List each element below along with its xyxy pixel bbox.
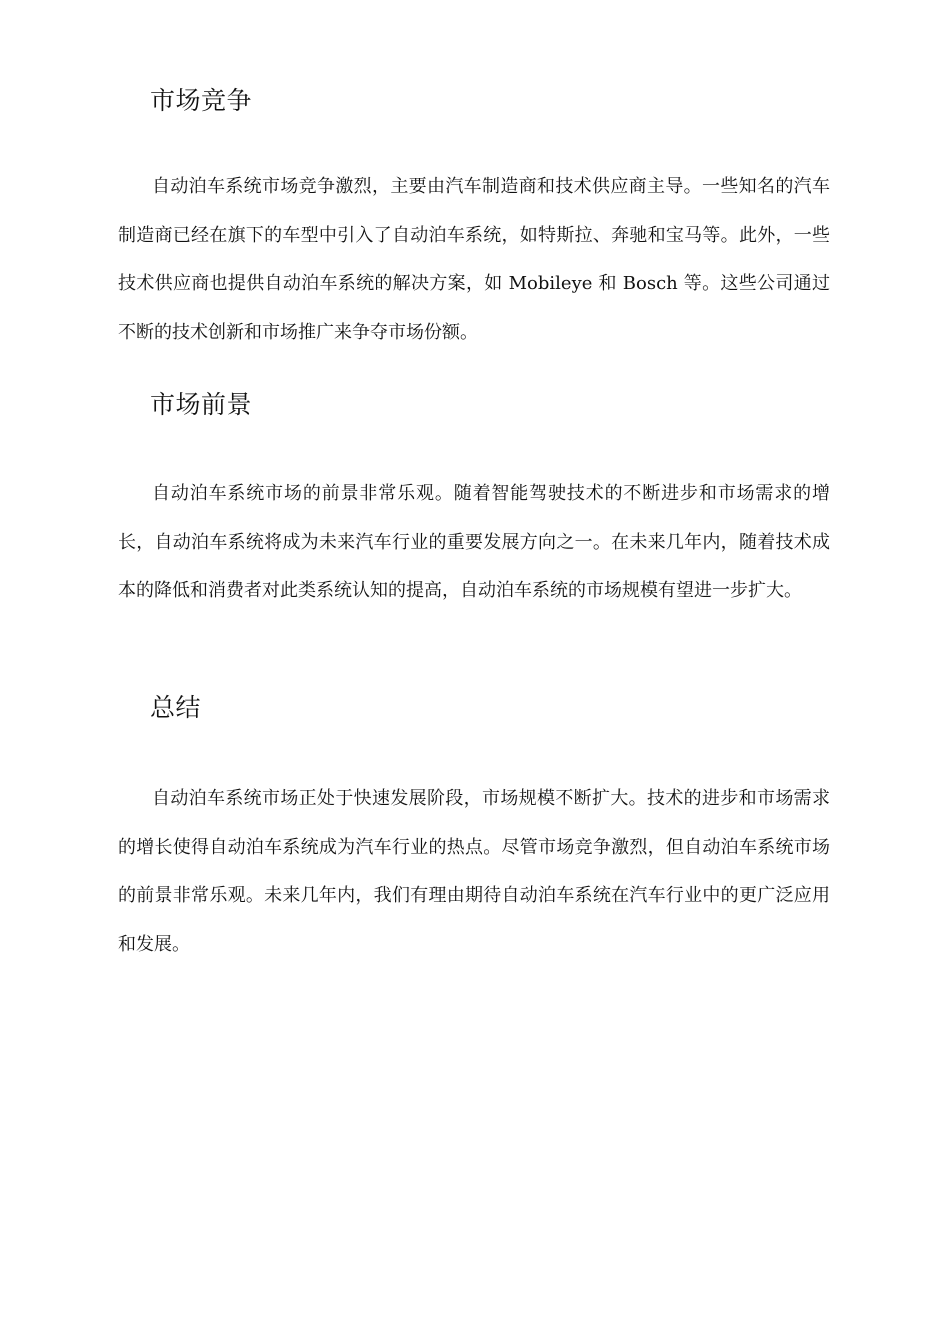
paragraph-market-outlook: 自动泊车系统市场的前景非常乐观。随着智能驾驶技术的不断进步和市场需求的增长，自动泊车系统将成为未来汽车行业的重要发展方向之一。在未来几年内，随着技术成本的降低和消费者对此类系统认知的提高，自动泊车系统的市场规模有望进一步扩大。 — [118, 483, 830, 602]
section-heading-summary: 总结 — [150, 693, 202, 722]
section-heading-market-competition: 市场竞争 — [150, 86, 253, 115]
section-heading-market-outlook: 市场前景 — [150, 390, 253, 419]
paragraph-summary: 自动泊车系统市场正处于快速发展阶段，市场规模不断扩大。技术的进步和市场需求的增长使得自动泊车系统成为汽车行业的热点。尽管市场竞争激烈，但自动泊车系统市场的前景非常乐观。未来几年内，我们有理由期待自动泊车系统在汽车行业中的更广泛应用和发展。 — [118, 788, 830, 956]
paragraph-market-competition: 自动泊车系统市场竞争激烈，主要由汽车制造商和技术供应商主导。一些知名的汽车制造商已经在旗下的车型中引入了自动泊车系统，如特斯拉、奔驰和宝马等。此外，一些技术供应商也提供自动泊车系统的解决方案，如 Mobileye 和 Bosch 等。这些公司通过不断的技术创新和市场推广来争夺市场份额。 — [118, 176, 830, 344]
